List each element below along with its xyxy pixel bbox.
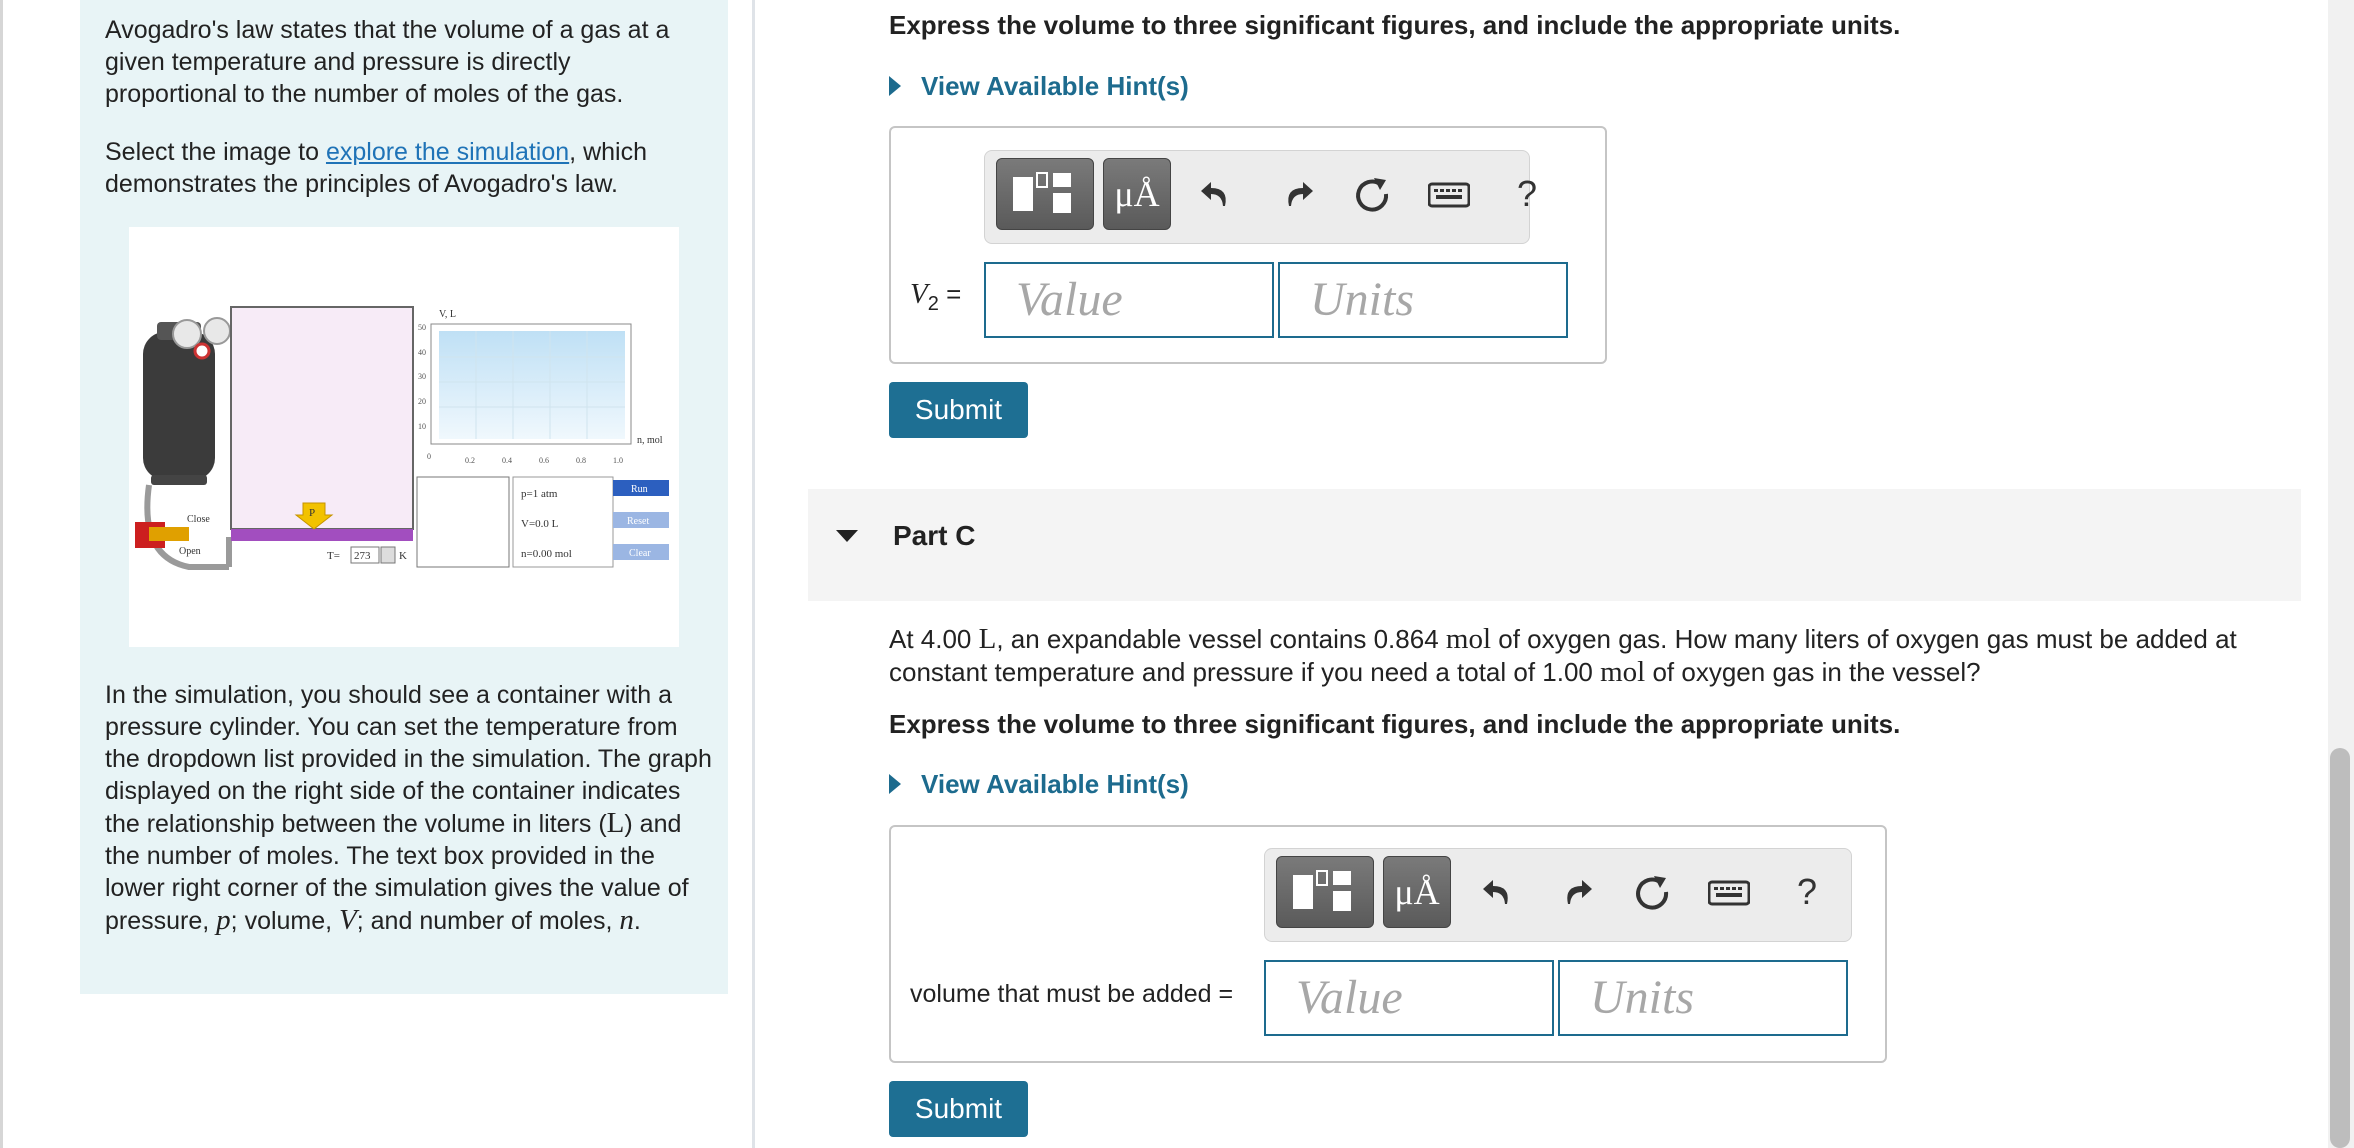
window-left-edge (0, 0, 3, 1148)
pressure-gauge-icon (173, 320, 201, 348)
templates-button[interactable] (996, 158, 1094, 230)
reset-icon[interactable] (1630, 870, 1674, 919)
x-tick: 1.0 (613, 456, 623, 465)
piston-label: P (309, 507, 316, 519)
temp-value: 273 (354, 550, 371, 562)
readout-moles: n=0.00 mol (521, 548, 572, 560)
piston (231, 529, 413, 541)
caret-right-icon (889, 774, 901, 794)
temp-unit: K (399, 550, 407, 562)
redo-icon[interactable] (1554, 870, 1598, 919)
part-c-submit-button[interactable]: Submit (889, 1081, 1028, 1137)
undo-icon[interactable] (1477, 870, 1521, 919)
x-tick: 0.2 (465, 456, 475, 465)
y-tick: 30 (418, 372, 426, 381)
x-tick: 0.8 (576, 456, 586, 465)
y-tick: 0 (427, 452, 431, 461)
part-c-question: At 4.00 L, an expandable vessel contains 0.864 mol of oxygen gas. How many liters of oxygen gas must be added at constant temperature and pressure if you need a total of 1.00 mol of oxygen gas in the vessel? (889, 623, 2237, 688)
reset-icon[interactable] (1350, 172, 1394, 221)
part-b-submit-button[interactable]: Submit (889, 382, 1028, 438)
svg-text:Run: Run (631, 484, 648, 495)
x-tick: 0.4 (502, 456, 512, 465)
keyboard-icon[interactable] (1708, 878, 1750, 913)
part-b-instruction: Express the volume to three significant figures, and include the appropriate units. (889, 10, 1901, 40)
valve-open-label: Open (179, 546, 201, 557)
x-tick: 0.6 (539, 456, 549, 465)
templates-icon (997, 159, 1093, 229)
temp-label: T= (327, 550, 340, 562)
simulation-image[interactable] (129, 227, 679, 647)
help-button[interactable]: ? (1796, 871, 1818, 912)
help-button[interactable]: ? (1516, 173, 1538, 214)
part-b-hint-toggle[interactable]: View Available Hint(s) (889, 68, 1189, 104)
part-b-units-input[interactable]: Units (1278, 262, 1568, 338)
part-b-value-input[interactable]: Value (984, 262, 1274, 338)
part-c-hint-toggle[interactable]: View Available Hint(s) (889, 766, 1189, 802)
graph-x-label: n, mol (637, 435, 663, 446)
simulation-description: In the simulation, you should see a container with a pressure cylinder. You can set the temperature from the dropdown list provided in the simulation. The graph displayed on the right side of the container indicates the relationship between the volume in liters (L) and the number of moles. The text box provided in the lower right corner of the simulation gives the value of pressure, p; volume, V; and number of moles, n. (105, 681, 712, 936)
y-tick: 10 (418, 422, 426, 431)
part-c-title: Part C (893, 520, 976, 551)
y-tick: 40 (418, 348, 426, 357)
part-c-answer-label: volume that must be added = (910, 980, 1234, 1008)
part-c-instruction: Express the volume to three significant figures, and include the appropriate units. (889, 709, 1901, 739)
undo-icon[interactable] (1195, 172, 1239, 221)
intro-paragraph (105, 14, 705, 110)
part-c-header[interactable] (808, 489, 2301, 601)
readout-volume: V=0.0 L (521, 518, 559, 530)
y-tick: 50 (418, 323, 426, 332)
simulation-instruction: Select the image to explore the simulation, which demonstrates the principles of Avogadro's law. (105, 138, 647, 198)
part-b-variable-label: $V_2$ = (910, 278, 962, 315)
svg-text:Clear: Clear (629, 548, 651, 559)
units-button[interactable]: μÅ (1103, 158, 1171, 230)
part-c-value-input[interactable]: Value (1264, 960, 1554, 1036)
templates-button[interactable] (1276, 856, 1374, 928)
valve-close-label: Close (187, 514, 210, 525)
explore-simulation-link[interactable]: explore the simulation (325, 138, 570, 166)
gas-container (231, 307, 413, 529)
part-c-units-input[interactable]: Units (1558, 960, 1848, 1036)
empty-display (417, 477, 509, 567)
svg-text:Reset: Reset (627, 516, 650, 527)
avogadro-law-text: Avogadro's law states that the volume of a gas at a given temperature and pressure is directly proportional to the number of moles of the gas. (105, 16, 670, 108)
y-tick: 20 (418, 397, 426, 406)
graph-y-label: V, L (439, 309, 457, 320)
templates-icon (1277, 857, 1373, 927)
redo-icon[interactable] (1275, 172, 1319, 221)
column-divider (752, 0, 755, 1148)
units-button[interactable]: μÅ (1383, 856, 1451, 928)
scrollbar-thumb[interactable] (2330, 748, 2350, 1148)
keyboard-icon[interactable] (1428, 180, 1470, 215)
caret-down-icon[interactable] (836, 530, 858, 542)
caret-right-icon (889, 76, 901, 96)
readout-pressure: p=1 atm (521, 488, 558, 500)
